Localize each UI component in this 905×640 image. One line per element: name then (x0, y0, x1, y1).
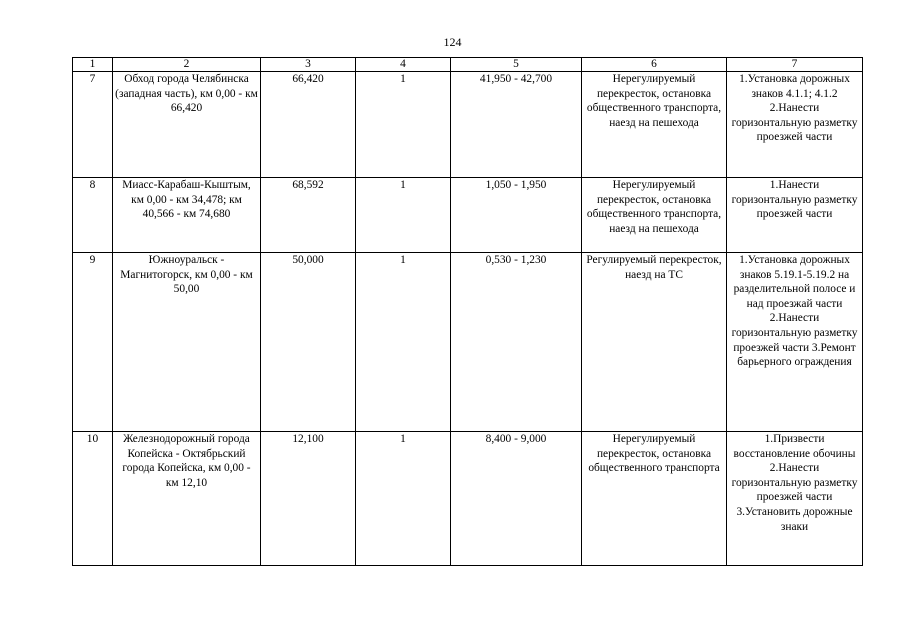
accident-count-cell: 1 (356, 253, 451, 432)
table-row (73, 253, 863, 432)
column-header: 3 (261, 58, 356, 72)
row-number-cell: 10 (73, 432, 113, 566)
road-length-cell: 12,100 (261, 432, 356, 566)
page-number: 124 (443, 35, 462, 49)
road-name-cell: Обход города Челябинска (западная часть), км 0,00 - км 66,420 (113, 72, 261, 178)
road-name-cell: Железнодорожный города Копейска - Октябрьский города Копейска, км 0,00 - км 12,10 (113, 432, 261, 566)
accident-type-cell: Нерегулируемый перекресток, остановка общественного транспорта, наезд на пешехода (582, 72, 727, 178)
column-header: 6 (582, 58, 727, 72)
measures-cell: 1.Установка дорожных знаков 4.1.1; 4.1.2 2.Нанести горизонтальную разметку проезжей части (727, 72, 863, 178)
column-header: 1 (73, 58, 113, 72)
accident-type-cell: Нерегулируемый перекресток, остановка общественного транспорта (582, 432, 727, 566)
table-row (73, 178, 863, 253)
table-header-row (73, 58, 863, 72)
accident-type-cell: Нерегулируемый перекресток, остановка общественного транспорта, наезд на пешехода (582, 178, 727, 253)
road-length-cell: 68,592 (261, 178, 356, 253)
column-header: 4 (356, 58, 451, 72)
column-header: 5 (451, 58, 582, 72)
measures-cell: 1.Нанести горизонтальную разметку проезжей части (727, 178, 863, 253)
row-number-cell: 7 (73, 72, 113, 178)
road-length-cell: 50,000 (261, 253, 356, 432)
row-number-cell: 9 (73, 253, 113, 432)
road-name-cell: Южноуральск - Магнитогорск, км 0,00 - км 50,00 (113, 253, 261, 432)
table-row (73, 72, 863, 178)
column-header: 2 (113, 58, 261, 72)
road-name-cell: Миасс-Карабаш-Кыштым, км 0,00 - км 34,478; км 40,566 - км 74,680 (113, 178, 261, 253)
accident-count-cell: 1 (356, 432, 451, 566)
measures-cell: 1.Призвести восстановление обочины 2.Нанести горизонтальную разметку проезжей части 3.Установить дорожные знаки (727, 432, 863, 566)
km-range-cell: 41,950 - 42,700 (451, 72, 582, 178)
km-range-cell: 8,400 - 9,000 (451, 432, 582, 566)
table-row (73, 432, 863, 566)
row-number-cell: 8 (73, 178, 113, 253)
accident-count-cell: 1 (356, 72, 451, 178)
column-header: 7 (727, 58, 863, 72)
accident-type-cell: Регулируемый перекресток, наезд на ТС (582, 253, 727, 432)
road-length-cell: 66,420 (261, 72, 356, 178)
km-range-cell: 0,530 - 1,230 (451, 253, 582, 432)
measures-cell: 1.Установка дорожных знаков 5.19.1-5.19.2 на разделительной полосе и над проезжай части 2.Нанести горизонтальную разметку проезжей части 3.Ремонт барьерного ограждения (727, 253, 863, 432)
accident-count-cell: 1 (356, 178, 451, 253)
road-safety-table (72, 57, 863, 566)
km-range-cell: 1,050 - 1,950 (451, 178, 582, 253)
